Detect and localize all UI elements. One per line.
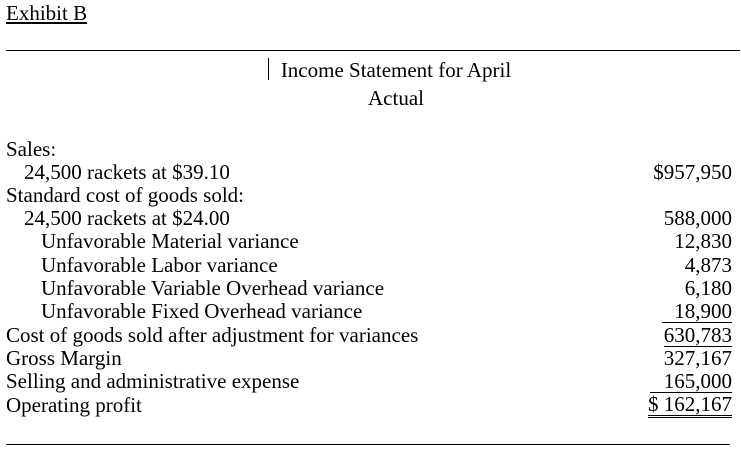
row-label: Operating profit [6, 393, 142, 417]
row-gross-margin [0, 347, 741, 370]
row-amount: 630,783 [663, 323, 732, 347]
row-material-variance [0, 230, 741, 253]
row-label: Unfavorable Labor variance [41, 253, 278, 277]
row-amount: $ 162,167 [648, 392, 732, 416]
row-amount: $957,950 [653, 160, 732, 184]
row-operating-profit [0, 394, 741, 417]
row-amount: 327,167 [663, 346, 732, 370]
row-label: Selling and administrative expense [6, 369, 300, 393]
row-amount: 6,180 [684, 276, 732, 300]
bottom-divider [6, 444, 730, 445]
row-label: Sales: [6, 137, 57, 161]
row-standard-cost [0, 207, 741, 230]
row-variable-overhead-variance [0, 277, 741, 300]
row-sales [0, 161, 741, 184]
row-fixed-overhead-variance [0, 300, 741, 323]
row-label: Cost of goods sold after adjustment for variances [6, 323, 419, 347]
top-divider [6, 50, 740, 51]
row-amount: 588,000 [663, 206, 732, 230]
row-amount: 4,873 [684, 253, 732, 277]
row-label: Standard cost of goods sold: [6, 183, 244, 207]
row-amount: 18,900 [662, 300, 732, 323]
row-label: Gross Margin [6, 346, 122, 370]
row-label: Unfavorable Fixed Overhead variance [41, 299, 363, 323]
row-selling-admin [0, 370, 741, 393]
row-labor-variance [0, 254, 741, 277]
exhibit-label: Exhibit B [6, 1, 88, 25]
row-label: Unfavorable Variable Overhead variance [41, 276, 385, 300]
statement-subtitle: Actual [368, 86, 424, 110]
statement-title: Income Statement for April [280, 58, 512, 82]
row-amount: 12,830 [674, 229, 732, 253]
row-cogs-heading [0, 184, 741, 207]
row-label: Unfavorable Material variance [41, 229, 299, 253]
row-adjusted-cogs [0, 324, 741, 347]
row-sales-heading [0, 138, 741, 161]
row-label: 24,500 rackets at $39.10 [24, 160, 230, 184]
row-amount: 165,000 [650, 370, 732, 393]
row-label: 24,500 rackets at $24.00 [24, 206, 230, 230]
